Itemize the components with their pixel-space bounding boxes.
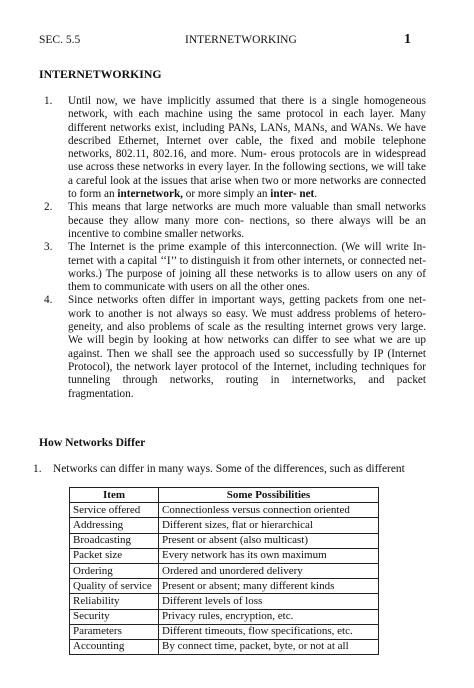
- list-item: [44, 241, 426, 294]
- table-cell: Accounting: [70, 639, 159, 654]
- table-cell: Addressing: [70, 518, 159, 533]
- table-row: [70, 579, 379, 594]
- table-row: [70, 594, 379, 609]
- page-number: 1: [404, 32, 411, 47]
- numbered-list: [44, 95, 426, 401]
- paragraph-text: Networks can differ in many ways. Some of the differences, such as different: [53, 463, 405, 475]
- table-cell: Service offered: [70, 503, 159, 518]
- table-cell: Broadcasting: [70, 533, 159, 548]
- table-cell: Ordering: [70, 563, 159, 578]
- term-internetwork: internetwork,: [117, 188, 183, 201]
- differences-table: [69, 487, 379, 655]
- list-text: Until now, we have implicitly assumed that there is a single homogeneous network, with each machine using the same protocol in each layer. Many different networks exist, including PANs, LANs, MANs, and WANs. We have described Ethernet, Internet over cable, the fixed and mobile telephone networks, 802.11, 802.16, and more. Num- erous protocols are in widespread use across these networks in every layer. In the following sections, we will take a careful look at the issues that arise when two or more networks are connected to form an: [68, 95, 426, 201]
- table-row: [70, 609, 379, 624]
- table-cell: Security: [70, 609, 159, 624]
- table-cell: Ordered and unordered delivery: [159, 563, 379, 578]
- table-row: [70, 533, 379, 548]
- list-number: 1.: [44, 95, 53, 107]
- table-cell: Different timeouts, flow specifications, etc.: [159, 624, 379, 639]
- table-row: [70, 548, 379, 563]
- table-row: [70, 639, 379, 654]
- term-internet: inter- net: [270, 188, 315, 201]
- table-row: [70, 503, 379, 518]
- paragraph-number: 1.: [33, 463, 42, 475]
- table-header-row: [70, 488, 379, 503]
- table-cell: Packet size: [70, 548, 159, 563]
- list-number: 2.: [44, 201, 53, 214]
- column-header-possibilities: Some Possibilities: [159, 488, 379, 503]
- list-text: or more simply an: [182, 188, 271, 201]
- table-cell: Different levels of loss: [159, 594, 379, 609]
- section-number: SEC. 5.5: [39, 34, 81, 46]
- table-cell: Different sizes, flat or hierarchical: [159, 518, 379, 533]
- list-item: [44, 95, 426, 201]
- list-text: This means that large networks are much more valuable than small networks because they allow many more con- nections, so there always will be an incentive to combine smaller networks.: [68, 201, 426, 240]
- table-cell: Reliability: [70, 594, 159, 609]
- table-cell: Privacy rules, encryption, etc.: [159, 609, 379, 624]
- subsection-heading: How Networks Differ: [39, 436, 146, 449]
- table-cell: By connect time, packet, byte, or not at all: [159, 639, 379, 654]
- table-cell: Every network has its own maximum: [159, 548, 379, 563]
- section-heading: INTERNETWORKING: [39, 67, 162, 81]
- list-text: The Internet is the prime example of this interconnection. (We will write In- ternet with a capital ‘‘I’’ to distinguish it from other internets, or connected net- works.) The purpose of joining all these networks is to allow users on any of them to communicate with users on all the other ones.: [68, 241, 426, 294]
- running-header: [39, 34, 411, 50]
- table-row: [70, 624, 379, 639]
- table-cell: Present or absent (also multicast): [159, 533, 379, 548]
- table-cell: Present or absent; many different kinds: [159, 579, 379, 594]
- list-text: Since networks often differ in important ways, getting packets from one net- work to another is not always so easy. We must address problems of hetero- geneity, and also problems of scale as the resulting internet grows very large. We will begin by looking at how networks can differ to see what we are up against. Then we shall see the approach used so successfully by IP (Internet Protocol), the network layer protocol of the Internet, including techniques for tunneling through networks, routing in internetworks, and packet fragmentation.: [68, 294, 426, 400]
- list-item: [44, 294, 426, 400]
- table-cell: Quality of service: [70, 579, 159, 594]
- list-number: 4.: [44, 294, 53, 307]
- list-item: [44, 201, 426, 241]
- list-text: .: [314, 188, 318, 201]
- table-row: [70, 518, 379, 533]
- table-cell: Parameters: [70, 624, 159, 639]
- table-row: [70, 563, 379, 578]
- running-title: INTERNETWORKING: [185, 34, 297, 46]
- table-cell: Connectionless versus connection oriented: [159, 503, 379, 518]
- list-number: 3.: [44, 241, 53, 254]
- column-header-item: Item: [70, 488, 159, 503]
